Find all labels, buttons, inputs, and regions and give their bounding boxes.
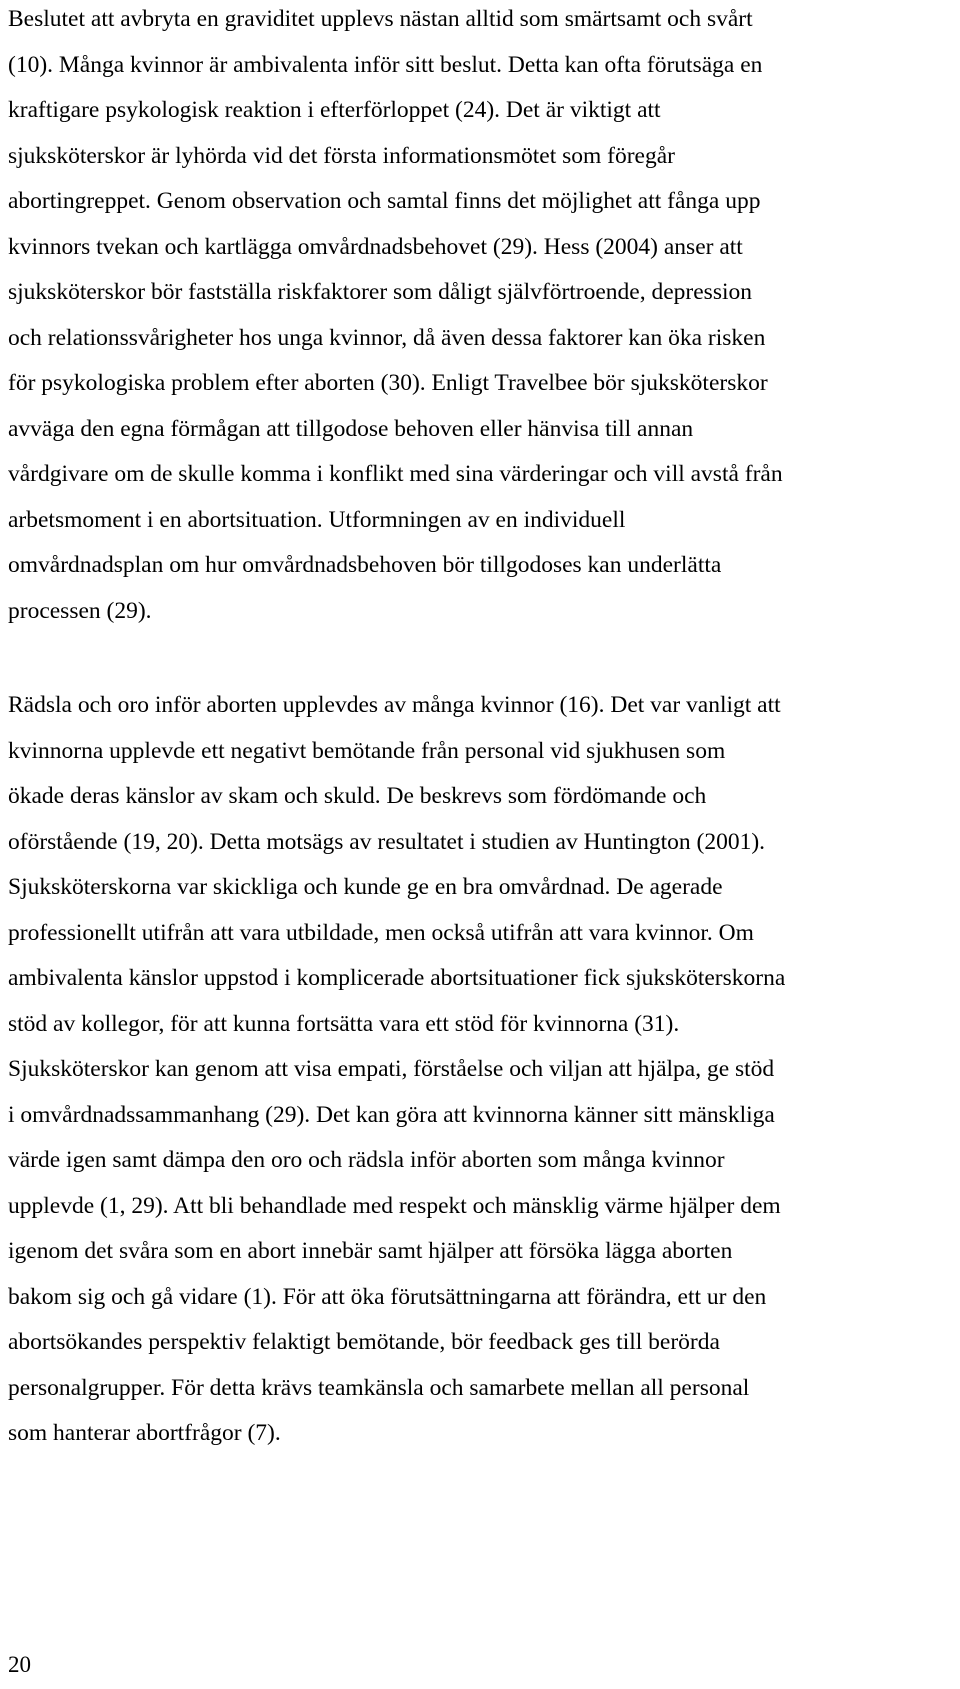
text-line: processen (29). bbox=[8, 597, 152, 624]
text-line: ambivalenta känslor uppstod i komplicerade abortsituationer fick sjuksköterskorna bbox=[8, 965, 786, 991]
text-line: Rädsla och oro inför aborten upplevdes av många kvinnor (16). Det var vanligt att bbox=[8, 692, 781, 718]
text-line: (10). Många kvinnor är ambivalenta inför sitt beslut. Detta kan ofta förutsäga en bbox=[8, 51, 763, 78]
text-line: Sjuksköterskor kan genom att visa empati, förståelse och viljan att hjälpa, ge stöd bbox=[8, 1056, 775, 1082]
text-line: och relationssvårigheter hos unga kvinnor, då även dessa faktorer kan öka risken bbox=[8, 324, 766, 351]
text-line: abortingreppet. Genom observation och samtal finns det möjlighet att fånga upp bbox=[8, 188, 761, 214]
text-line: kraftigare psykologisk reaktion i efterförloppet (24). Det är viktigt att bbox=[8, 97, 661, 123]
text-line: Beslutet att avbryta en graviditet upplevs nästan alltid som smärtsamt och svårt bbox=[8, 6, 753, 32]
text-line: vårdgivare om de skulle komma i konflikt med sina värderingar och vill avstå från bbox=[8, 461, 783, 487]
text-line: professionellt utifrån att vara utbildade, men också utifrån att vara kvinnor. Om bbox=[8, 919, 754, 946]
text-line: stöd av kollegor, för att kunna fortsätta vara ett stöd för kvinnorna (31). bbox=[8, 1010, 680, 1037]
text-line: ökade deras känslor av skam och skuld. De beskrevs som fördömande och bbox=[8, 783, 707, 809]
paragraph-1 bbox=[8, 0, 954, 637]
text-line: Sjuksköterskorna var skickliga och kunde ge en bra omvårdnad. De agerade bbox=[8, 874, 723, 900]
text-line: bakom sig och gå vidare (1). För att öka förutsättningarna att förändra, ett ur den bbox=[8, 1283, 767, 1310]
text-line: omvårdnadsplan om hur omvårdnadsbehoven bör tillgodoses kan underlätta bbox=[8, 552, 722, 578]
text-line: avväga den egna förmågan att tillgodose behoven eller hänvisa till annan bbox=[8, 415, 694, 442]
text-line: arbetsmoment i en abortsituation. Utformningen av en individuell bbox=[8, 506, 626, 533]
text-line: igenom det svåra som en abort innebär samt hjälper att försöka lägga aborten bbox=[8, 1238, 733, 1264]
text-line: abortsökandes perspektiv felaktigt bemötande, bör feedback ges till berörda bbox=[8, 1329, 720, 1355]
page-number: 20 bbox=[8, 1652, 31, 1677]
text-line: för psykologiska problem efter aborten (30). Enligt Travelbee bör sjuksköterskor bbox=[8, 370, 768, 396]
text-line: sjuksköterskor är lyhörda vid det första informationsmötet som föregår bbox=[8, 142, 675, 169]
text-line: upplevde (1, 29). Att bli behandlade med respekt och mänsklig värme hjälper dem bbox=[8, 1192, 781, 1219]
text-line: i omvårdnadssammanhang (29). Det kan göra att kvinnorna känner sitt mänskliga bbox=[8, 1101, 775, 1128]
text-line: personalgrupper. För detta krävs teamkänsla och samarbete mellan all personal bbox=[8, 1374, 750, 1401]
text-line: som hanterar abortfrågor (7). bbox=[8, 1420, 281, 1446]
text-line: värde igen samt dämpa den oro och rädsla inför aborten som många kvinnor bbox=[8, 1147, 725, 1173]
paragraph-2 bbox=[8, 686, 954, 1460]
text-line: kvinnorna upplevde ett negativt bemötande från personal vid sjukhusen som bbox=[8, 737, 726, 764]
text-line: kvinnors tvekan och kartlägga omvårdnadsbehovet (29). Hess (2004) anser att bbox=[8, 233, 743, 260]
text-line: sjuksköterskor bör fastställa riskfaktorer som dåligt självförtroende, depression bbox=[8, 279, 752, 305]
text-line: oförstående (19, 20). Detta motsägs av resultatet i studien av Huntington (2001). bbox=[8, 828, 766, 855]
